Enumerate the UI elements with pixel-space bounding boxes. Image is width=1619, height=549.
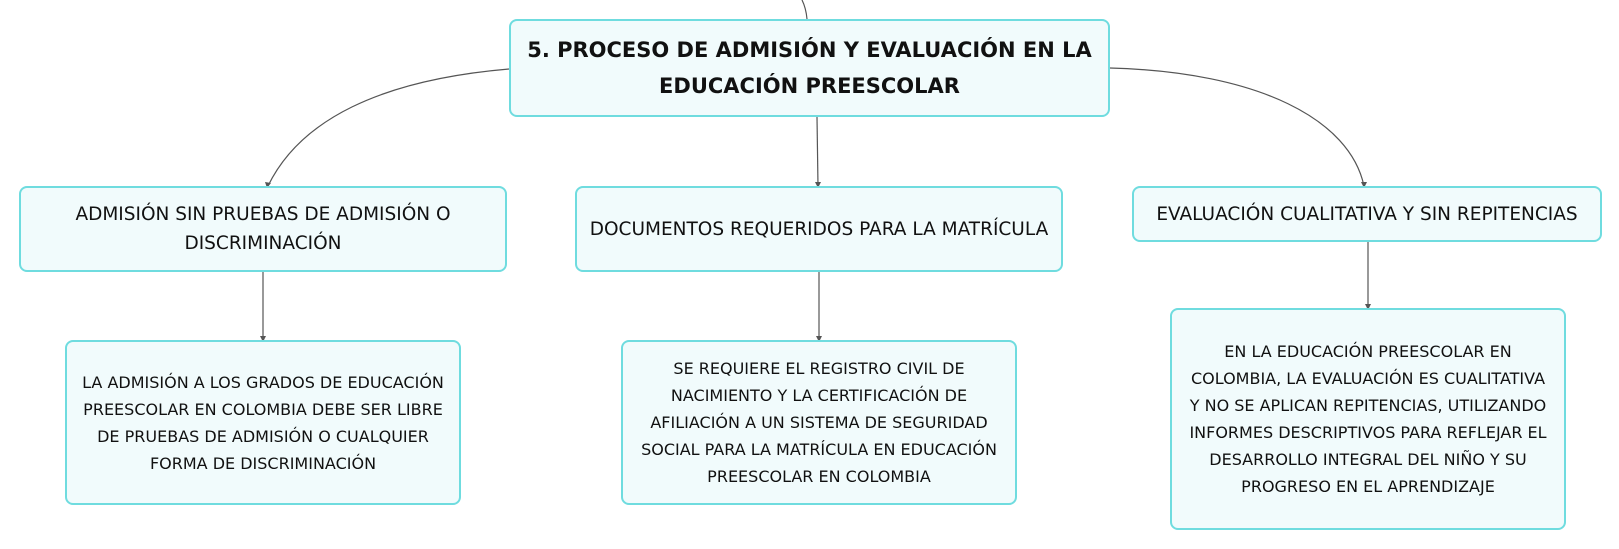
topic-node-admision[interactable] xyxy=(19,186,507,272)
topic-line: DOCUMENTOS REQUERIDOS PARA LA MATRÍCULA xyxy=(589,218,1049,240)
subtopic-text xyxy=(641,355,997,490)
subtopic-line: LA ADMISIÓN A LOS GRADOS DE EDUCACIÓN xyxy=(82,372,444,392)
subtopic-line: FORMA DE DISCRIMINACIÓN xyxy=(149,453,377,473)
subtopic-node-admision-detail[interactable] xyxy=(65,340,461,505)
connector-incoming-root xyxy=(802,0,807,19)
subtopic-line: DE PRUEBAS DE ADMISIÓN O CUALQUIER xyxy=(97,426,429,446)
subtopic-line: INFORMES DESCRIPTIVOS PARA REFLEJAR EL xyxy=(1189,423,1547,442)
topic-text xyxy=(1156,200,1577,229)
connector-root-mid xyxy=(817,117,818,186)
subtopic-node-evaluacion-detail[interactable] xyxy=(1170,308,1566,530)
subtopic-line: NACIMIENTO Y LA CERTIFICACIÓN DE xyxy=(670,386,968,405)
subtopic-line: Y NO SE APLICAN REPITENCIAS, UTILIZANDO xyxy=(1189,396,1547,415)
topic-line: DISCRIMINACIÓN xyxy=(184,233,342,254)
topic-line: ADMISIÓN SIN PRUEBAS DE ADMISIÓN O xyxy=(75,204,451,225)
connector-root-right xyxy=(1110,68,1364,186)
subtopic-line: SE REQUIERE EL REGISTRO CIVIL DE xyxy=(673,359,965,378)
subtopic-line: COLOMBIA, LA EVALUACIÓN ES CUALITATIVA xyxy=(1190,369,1546,388)
subtopic-text xyxy=(1189,338,1546,500)
root-topic-node[interactable] xyxy=(509,19,1110,117)
subtopic-line: DESARROLLO INTEGRAL DEL NIÑO Y SU xyxy=(1209,450,1527,469)
connector-root-left xyxy=(268,69,509,186)
topic-node-documentos[interactable] xyxy=(575,186,1063,272)
topic-line: EVALUACIÓN CUALITATIVA Y SIN REPITENCIAS xyxy=(1156,203,1578,225)
subtopic-line: EN LA EDUCACIÓN PREESCOLAR EN xyxy=(1224,342,1512,361)
topic-text xyxy=(75,200,450,258)
subtopic-line: PREESCOLAR EN COLOMBIA xyxy=(707,467,931,486)
subtopic-line: AFILIACIÓN A UN SISTEMA DE SEGURIDAD xyxy=(650,413,988,432)
root-topic-text xyxy=(527,32,1092,104)
root-topic-line: EDUCACIÓN PREESCOLAR xyxy=(659,74,960,98)
subtopic-line: SOCIAL PARA LA MATRÍCULA EN EDUCACIÓN xyxy=(641,440,997,459)
topic-node-evaluacion[interactable] xyxy=(1132,186,1602,242)
subtopic-line: PREESCOLAR EN COLOMBIA DEBE SER LIBRE xyxy=(83,399,443,419)
subtopic-line: PROGRESO EN EL APRENDIZAJE xyxy=(1241,477,1495,496)
root-topic-line: 5. PROCESO DE ADMISIÓN Y EVALUACIÓN EN LA xyxy=(527,38,1092,62)
subtopic-text xyxy=(82,369,444,477)
topic-text xyxy=(590,215,1049,244)
subtopic-node-documentos-detail[interactable] xyxy=(621,340,1017,505)
